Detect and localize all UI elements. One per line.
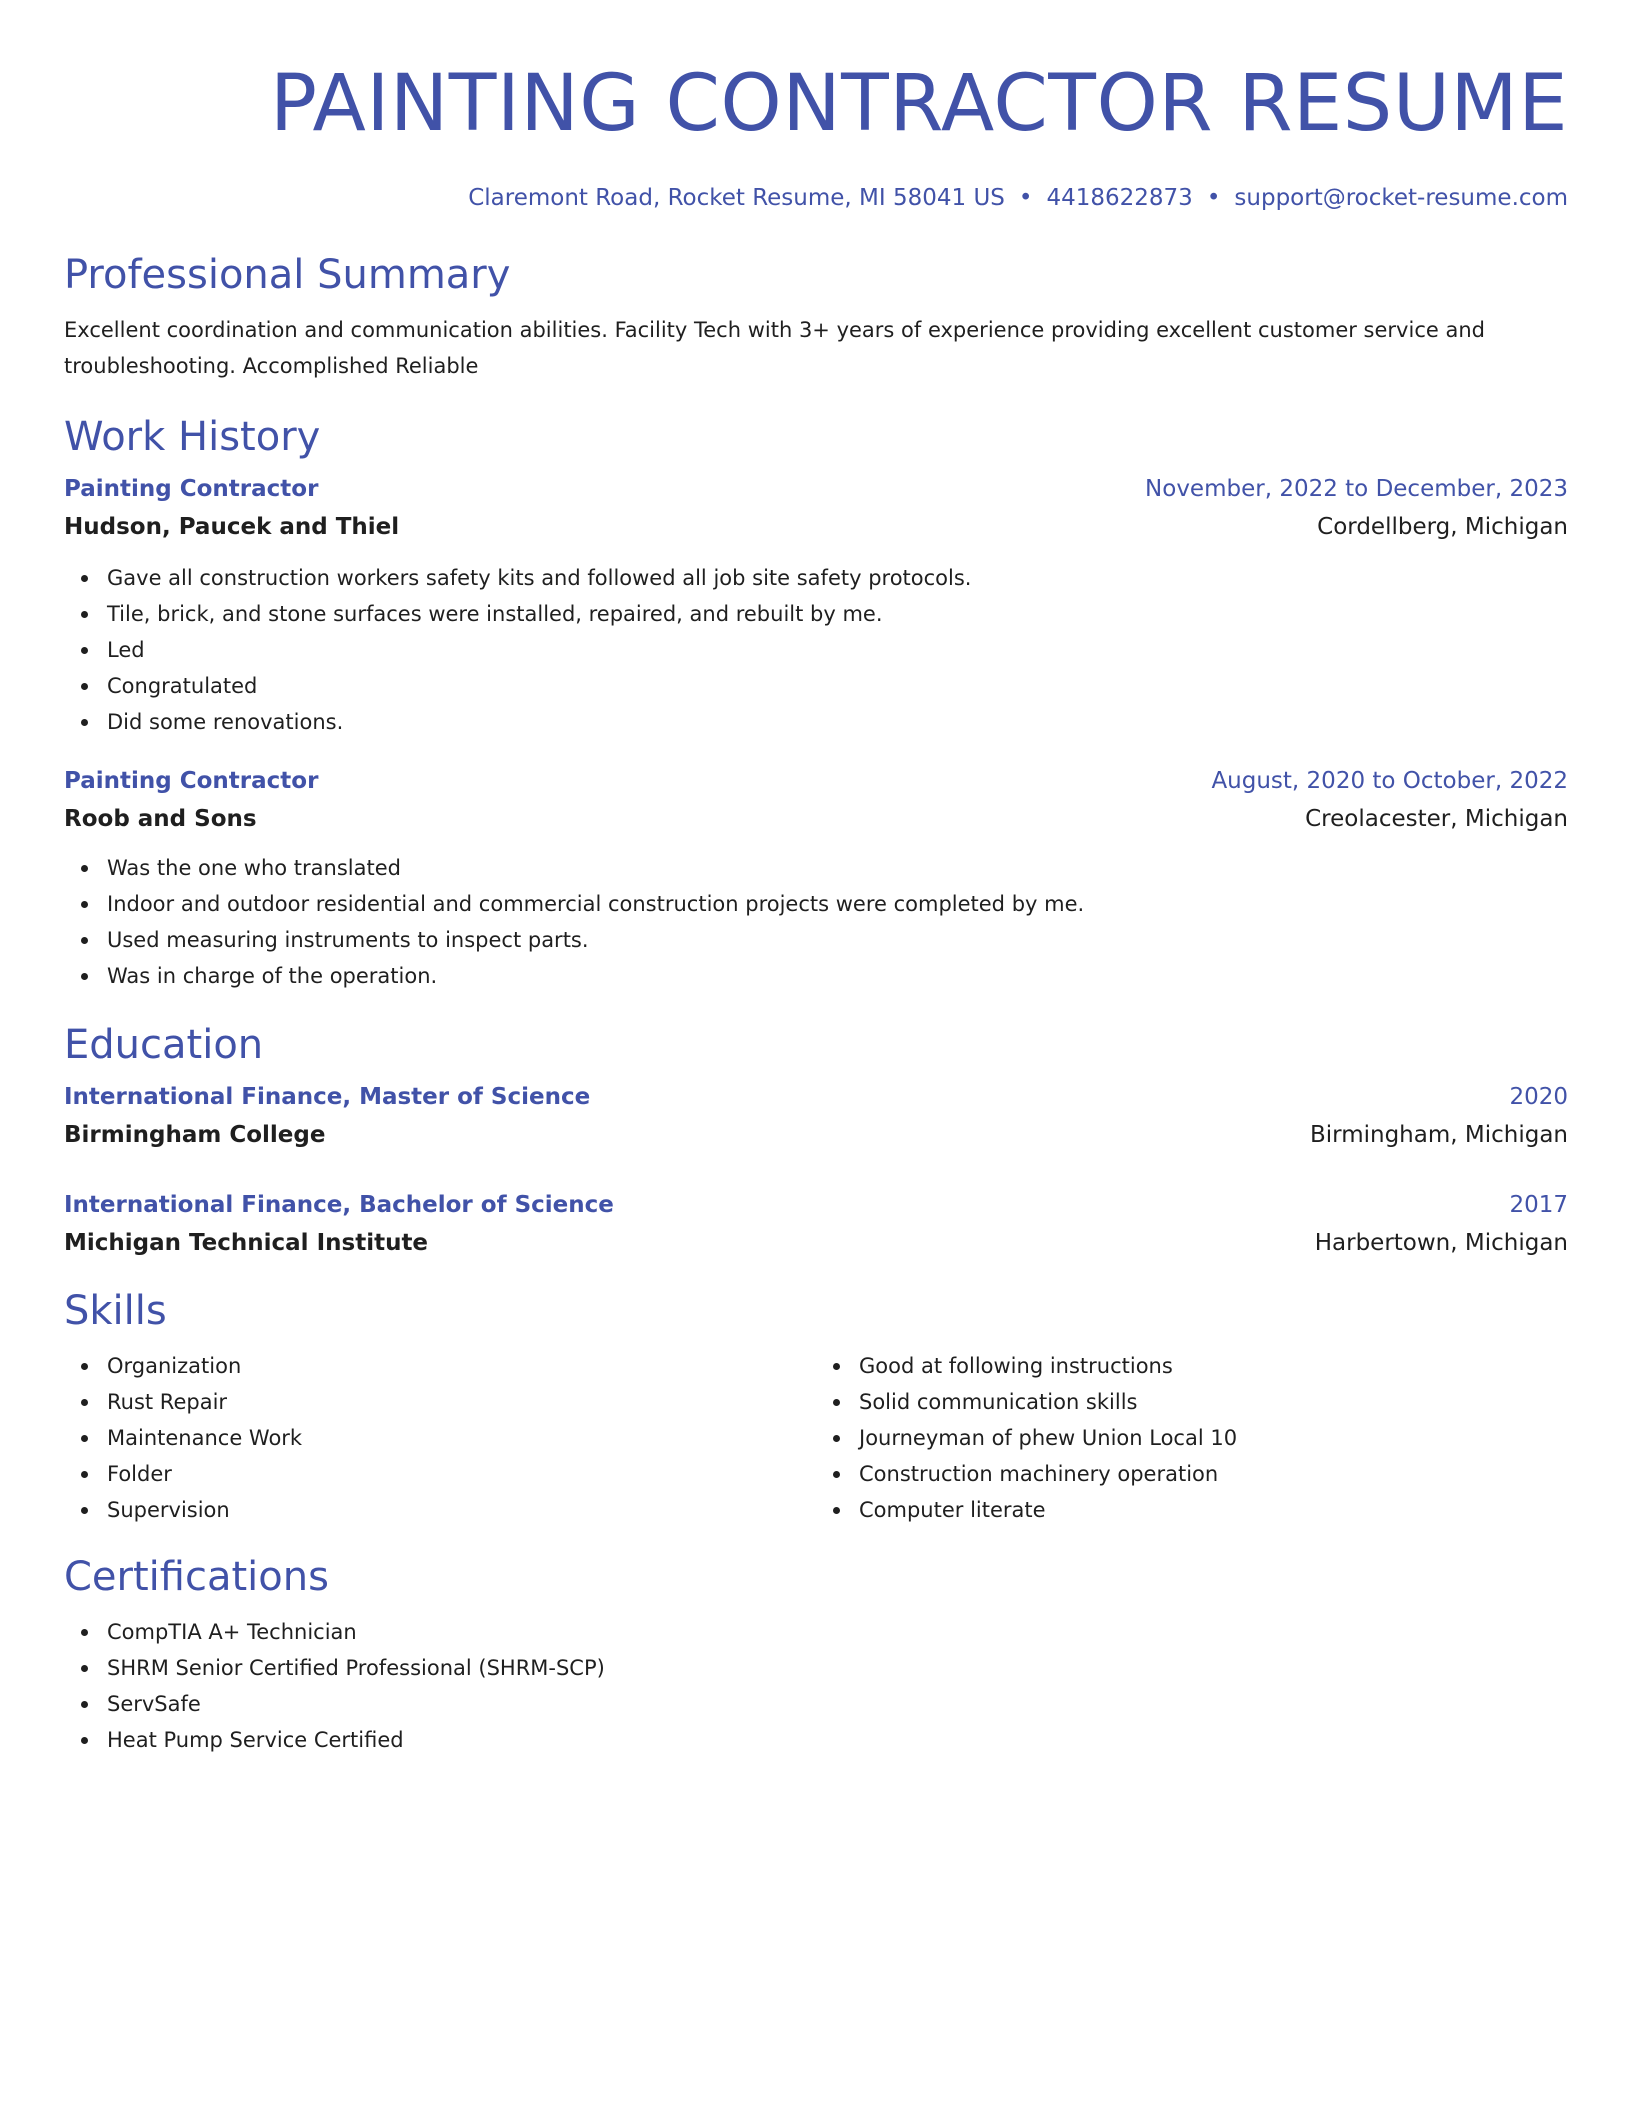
list-item: Gave all construction workers safety kits and followed all job site safety protocols. <box>107 560 1568 596</box>
job-location: Cordellberg, Michigan <box>1317 514 1568 540</box>
list-item: Construction machinery operation <box>859 1456 1568 1492</box>
section-heading-skills: Skills <box>64 1288 167 1334</box>
list-item: CompTIA A+ Technician <box>107 1614 1568 1650</box>
skills-list-left <box>64 1348 816 1528</box>
list-item: Maintenance Work <box>107 1420 816 1456</box>
list-item: Good at following instructions <box>859 1348 1568 1384</box>
list-item: Supervision <box>107 1492 816 1528</box>
work-history-section <box>64 412 1568 994</box>
section-heading-work: Work History <box>64 414 321 460</box>
skills-list-right <box>816 1348 1568 1528</box>
list-item: Computer literate <box>859 1492 1568 1528</box>
education-entry <box>64 1078 1568 1154</box>
job-company: Hudson, Paucek and Thiel <box>64 514 400 540</box>
list-item: Used measuring instruments to inspect parts. <box>107 922 1568 958</box>
list-item: Organization <box>107 1348 816 1384</box>
section-heading-education: Education <box>64 1022 264 1068</box>
skills-grid <box>64 1348 1568 1528</box>
contact-address: Claremont Road, Rocket Resume, MI 58041 US <box>468 185 1005 211</box>
list-item: ServSafe <box>107 1686 1568 1722</box>
list-item: Indoor and outdoor residential and commercial construction projects were completed by me. <box>107 886 1568 922</box>
list-item: Did some renovations. <box>107 704 1568 740</box>
resume-title: PAINTING CONTRACTOR RESUME <box>269 59 1568 149</box>
job-title: Painting Contractor <box>64 476 319 502</box>
contact-email[interactable]: support@rocket-resume.com <box>1234 185 1568 211</box>
list-item: Heat Pump Service Certified <box>107 1722 1568 1758</box>
contact-separator: • <box>1206 185 1221 211</box>
summary-section <box>64 250 1568 384</box>
list-item: Led <box>107 632 1568 668</box>
contact-separator: • <box>1018 185 1033 211</box>
list-item: Rust Repair <box>107 1384 816 1420</box>
list-item: Solid communication skills <box>859 1384 1568 1420</box>
skills-section <box>64 1286 1568 1528</box>
education-degree: International Finance, Bachelor of Science <box>64 1192 614 1218</box>
education-location: Harbertown, Michigan <box>1314 1230 1568 1256</box>
certifications-list <box>64 1614 1568 1758</box>
job-title: Painting Contractor <box>64 768 319 794</box>
job-bullets <box>64 850 1568 994</box>
list-item: Tile, brick, and stone surfaces were installed, repaired, and rebuilt by me. <box>107 596 1568 632</box>
section-heading-certifications: Certifications <box>64 1554 329 1600</box>
certifications-section <box>64 1552 1568 1758</box>
job-entry <box>64 762 1568 994</box>
education-location: Birmingham, Michigan <box>1309 1122 1568 1148</box>
contact-phone: 4418622873 <box>1046 185 1193 211</box>
list-item: SHRM Senior Certified Professional (SHRM-SCP) <box>107 1650 1568 1686</box>
job-dates: August, 2020 to October, 2022 <box>1211 768 1568 794</box>
education-section <box>64 1020 1568 1262</box>
job-company: Roob and Sons <box>64 806 257 832</box>
section-heading-summary: Professional Summary <box>64 252 511 298</box>
list-item: Folder <box>107 1456 816 1492</box>
education-year: 2020 <box>1509 1084 1568 1110</box>
job-entry <box>64 470 1568 740</box>
education-school: Michigan Technical Institute <box>64 1230 429 1256</box>
summary-text: Excellent coordination and communication abilities. Facility Tech with 3+ years of experience providing excellent customer service and troubleshooting. Accomplished Reliable <box>64 318 1485 378</box>
education-year: 2017 <box>1509 1192 1568 1218</box>
job-bullets <box>64 560 1568 740</box>
contact-line <box>64 182 1568 214</box>
education-degree: International Finance, Master of Science <box>64 1084 591 1110</box>
job-location: Creolacester, Michigan <box>1305 806 1568 832</box>
list-item: Journeyman of phew Union Local 10 <box>859 1420 1568 1456</box>
list-item: Was in charge of the operation. <box>107 958 1568 994</box>
education-school: Birmingham College <box>64 1122 326 1148</box>
list-item: Was the one who translated <box>107 850 1568 886</box>
list-item: Congratulated <box>107 668 1568 704</box>
education-entry <box>64 1186 1568 1262</box>
job-dates: November, 2022 to December, 2023 <box>1145 476 1568 502</box>
